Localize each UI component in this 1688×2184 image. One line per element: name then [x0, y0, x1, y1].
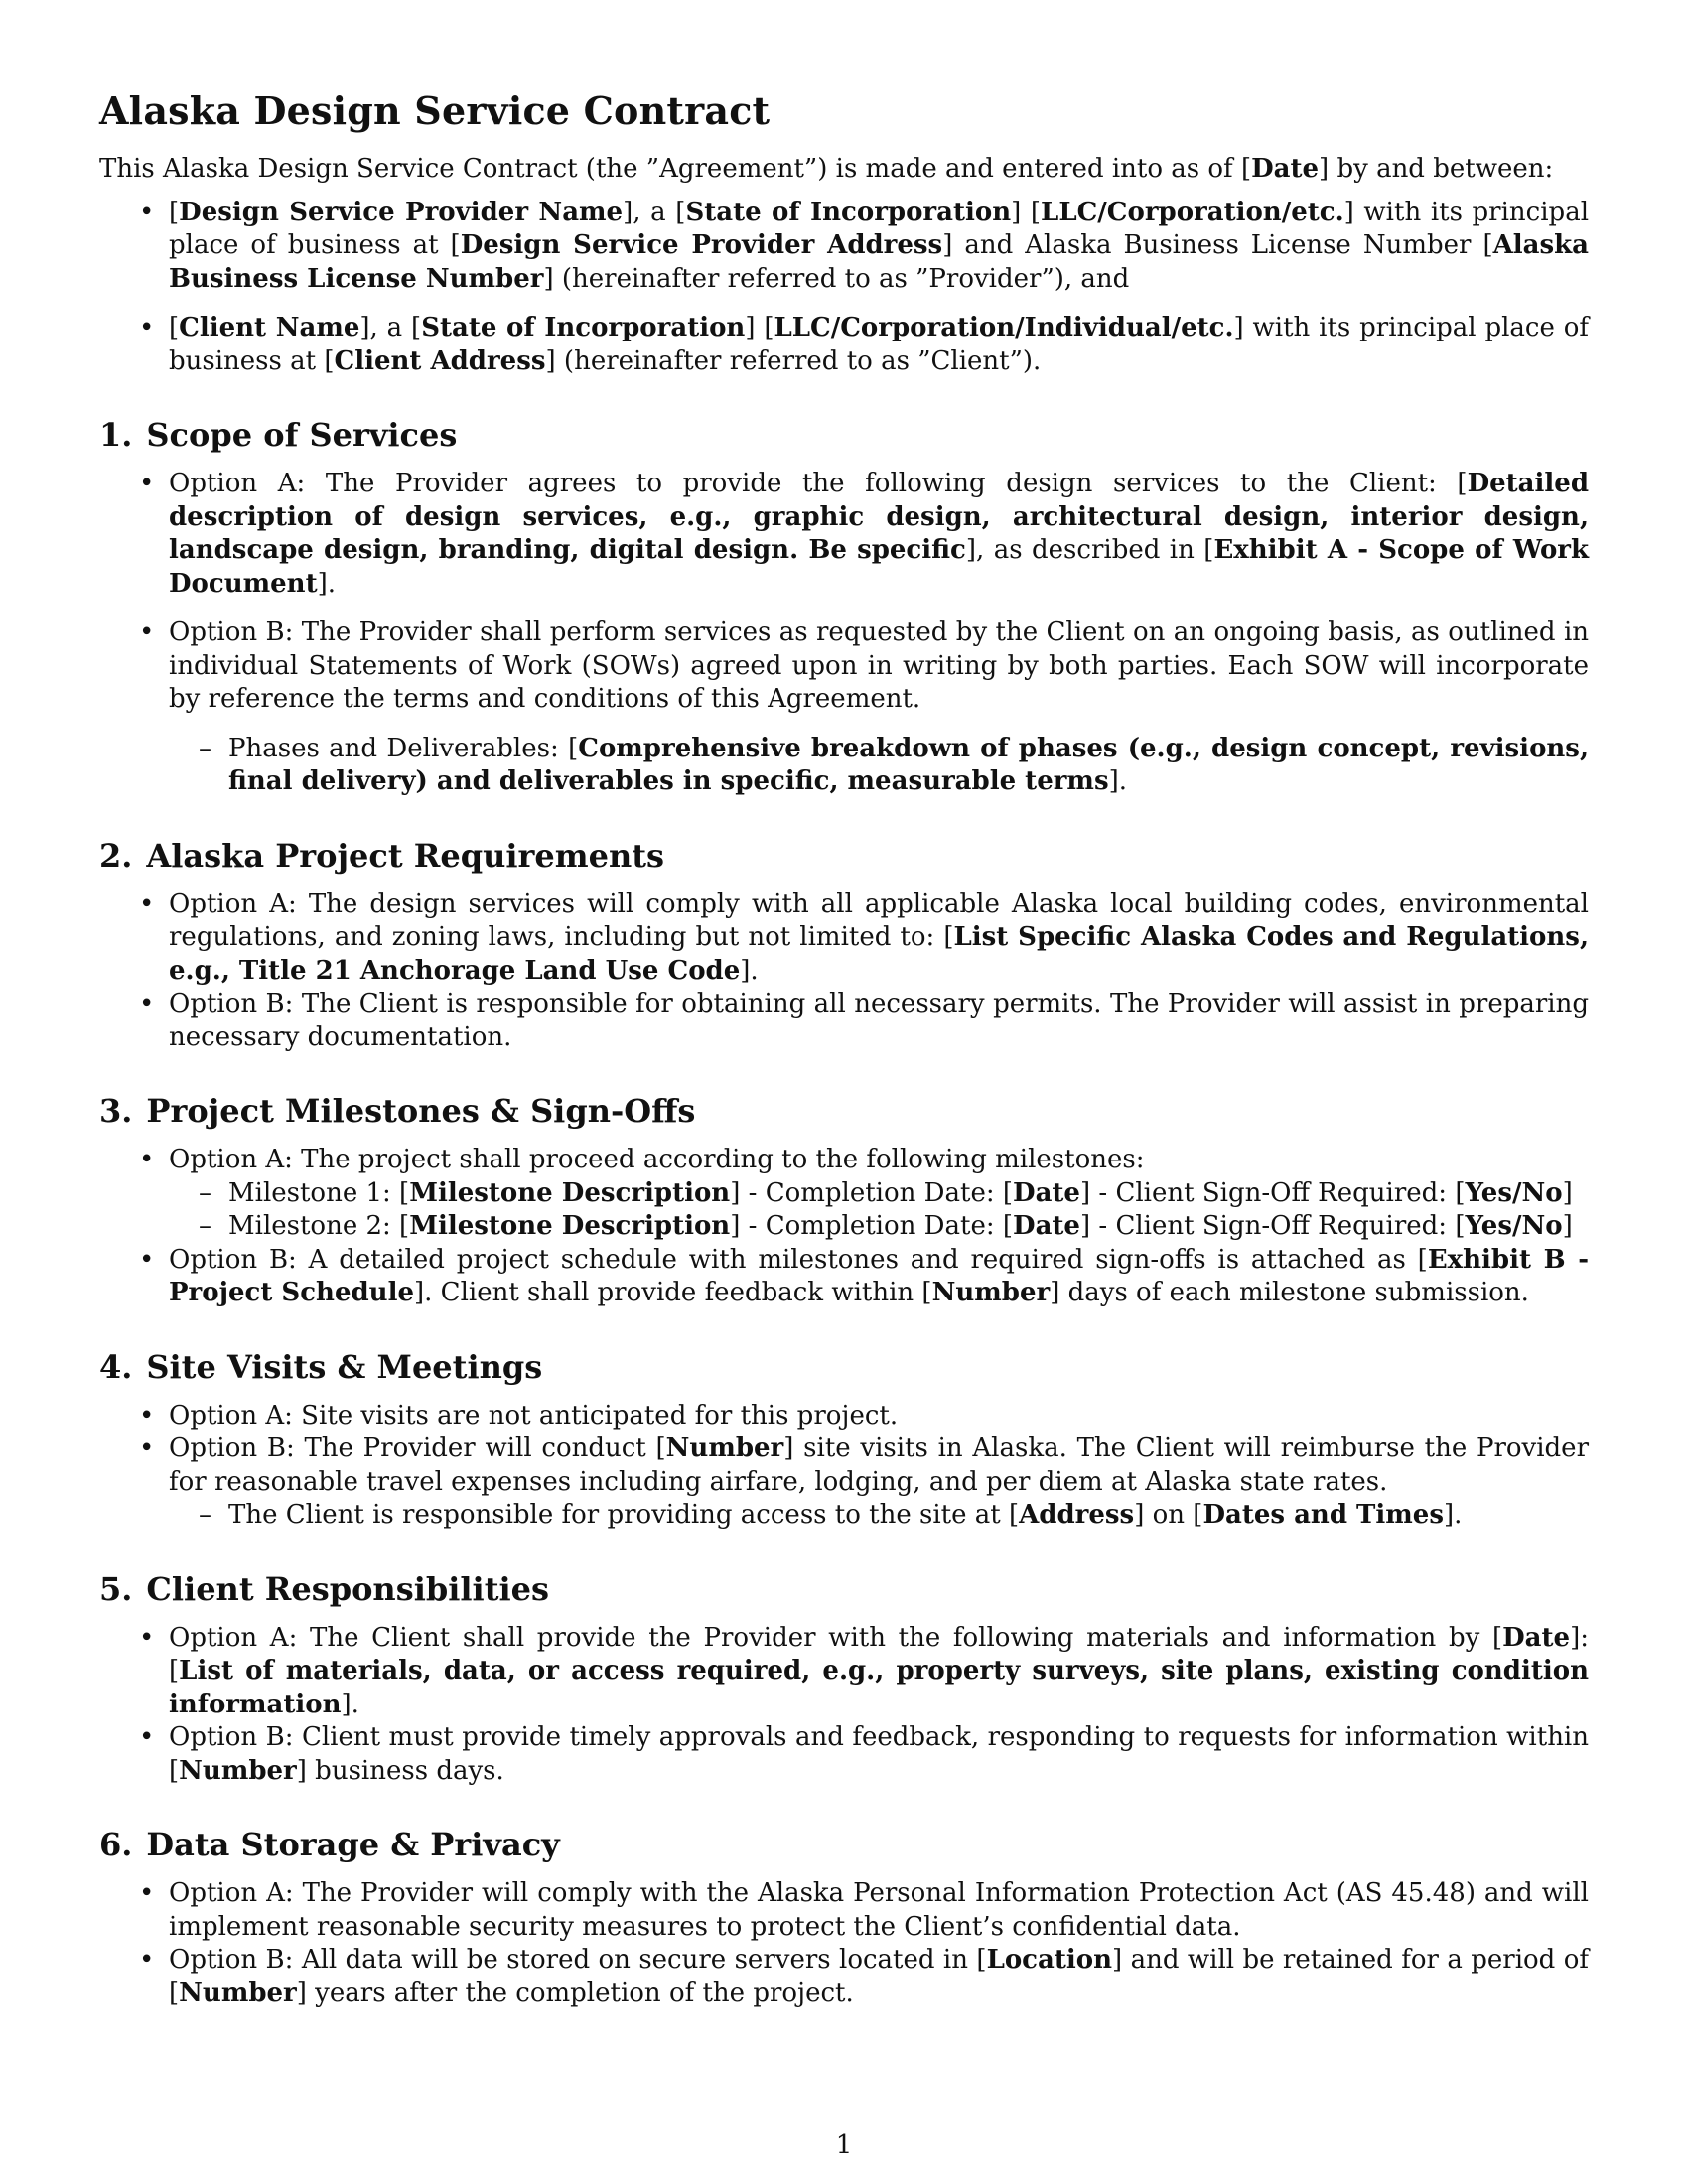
section-list-scope [99, 468, 1589, 799]
placeholder-dates-times: Dates and Times [1202, 1500, 1444, 1530]
client-resp-option-a: • Option A: The Client shall provide the Provider with the following materials and information by [Date]: [List of materials, data, or access required, e.g., property surveys, site plans, existing condition information]. [99, 1622, 1589, 1722]
requirements-option-b: • Option B: The Client is responsible for obtaining all necessary permits. The Provider will assist in preparing necessary documentation. [99, 988, 1589, 1054]
document-title: Alaska Design Service Contract [99, 88, 771, 133]
placeholder-retention-years: Number [179, 1978, 297, 2008]
milestones-option-a: • Option A: The project shall proceed according to the following milestones: – Milestone 1: [Milestone Description] - Completion Date: [Date] - Client Sign-Off Required: [Yes/No] – Milestone 2: [Milestone Description] - Completion Date: [Date] - Client Sign-Off Required: [Yes/No] [99, 1144, 1589, 1244]
section-list-data-privacy [99, 1877, 1589, 2010]
placeholder-feedback-days: Number [931, 1278, 1051, 1307]
site-visits-option-a: • Option A: Site visits are not anticipated for this project. [99, 1400, 1589, 1433]
placeholder-client-state: State of Incorporation [421, 313, 746, 342]
section-list-client-responsibilities [99, 1622, 1589, 1789]
placeholder-provider-state: State of Incorporation [685, 197, 1012, 227]
parties-list [99, 197, 1589, 379]
site-visits-sublist [169, 1499, 1589, 1533]
placeholder-client-address: Client Address [334, 345, 546, 376]
scope-option-b: • Option B: The Provider shall perform services as requested by the Client on an ongoing basis, as outlined in individual Statements of Work (SOWs) agreed upon in writing by both parties. Each SOW will incorporate by reference the terms and conditions of this Agreement. – Phases and Deliverables: [Comprehensive breakdown of phases (e.g., design concept, revisions, final delivery) and deliverables in specific, measurable terms]. [99, 616, 1589, 799]
requirements-option-a: • Option A: The design services will comply with all applicable Alaska local building codes, environmental regulations, and zoning laws, including but not limited to: [List Specific Alaska Codes and Regulations, e.g., Title 21 Anchorage Land Use Code]. [99, 888, 1589, 989]
placeholder-visit-count: Number [665, 1433, 784, 1463]
scope-sublist [169, 733, 1589, 799]
placeholder-milestone-description: Milestone Description [409, 1211, 731, 1241]
page-number: 1 [835, 2130, 853, 2160]
placeholder-materials-list: List of materials, data, or access required, e.g., property surveys, site plans, existing condition information [169, 1656, 1589, 1719]
party-client: • [Client Name], a [State of Incorporation] [LLC/Corporation/Individual/etc.] with its principal place of business at [Client Address] (hereinafter referred to as ”Client”). [99, 312, 1589, 378]
section-heading-data-privacy: 6. Data Storage & Privacy [99, 1826, 560, 1863]
privacy-option-a: • Option A: The Provider will comply with the Alaska Personal Information Protection Act (AS 45.48) and will implement reasonable security measures to protect the Client’s confidential data. [99, 1877, 1589, 1944]
scope-option-a: • Option A: The Provider agrees to provide the following design services to the Client: [Detailed description of design services, e.g., graphic design, architectural design, interior design, landscape design, branding, digital design. Be specific], as described in [Exhibit A - Scope of Work Document]. [99, 468, 1589, 601]
placeholder-materials-date: Date [1502, 1622, 1571, 1653]
placeholder-response-days: Number [179, 1755, 297, 1786]
placeholder-provider-name: Design Service Provider Name [179, 197, 624, 227]
section-heading-site-visits: 4. Site Visits & Meetings [99, 1347, 543, 1386]
section-heading-client-responsibilities: 5. Client Responsibilities [99, 1570, 550, 1608]
section-heading-scope: 1. Scope of Services [99, 416, 458, 454]
privacy-option-b: • Option B: All data will be stored on secure servers located in [Location] and will be retained for a period of [Number] years after the completion of the project. [99, 1944, 1589, 2010]
placeholder-client-name: Client Name [179, 313, 360, 342]
placeholder-exhibit-b: Exhibit B - Project Schedule [169, 1244, 1589, 1307]
placeholder-date: Date [1251, 154, 1320, 184]
party-provider: • [Design Service Provider Name], a [State of Incorporation] [LLC/Corporation/etc.] with its principal place of business at [Design Service Provider Address] and Alaska Business License Number [Alaska Business License Number] (hereinafter referred to as ”Provider”), and [99, 197, 1589, 297]
placeholder-milestone-date: Date [1013, 1211, 1080, 1241]
section-list-milestones [99, 1144, 1589, 1310]
milestone-item: – Milestone 1: [Milestone Description] - Completion Date: [Date] - Client Sign-Off Required: [Yes/No] [169, 1177, 1589, 1211]
placeholder-provider-address: Design Service Provider Address [460, 230, 943, 260]
placeholder-phases: Comprehensive breakdown of phases (e.g., design concept, revisions, final delivery) and deliverables in specific, measurable terms [228, 733, 1589, 796]
milestones-option-b: • Option B: A detailed project schedule with milestones and required sign-offs is attached as [Exhibit B - Project Schedule]. Client shall provide feedback within [Number] days of each milestone submission. [99, 1244, 1589, 1310]
placeholder-site-address: Address [1019, 1500, 1135, 1530]
placeholder-exhibit-a: Exhibit A - Scope of Work Document [169, 535, 1590, 599]
milestone-item: – Milestone 2: [Milestone Description] - Completion Date: [Date] - Client Sign-Off Required: [Yes/No] [169, 1210, 1589, 1244]
placeholder-milestone-yes-no: Yes/No [1465, 1211, 1563, 1241]
intro-paragraph: This Alaska Design Service Contract (the ”Agreement”) is made and entered into as of [Date] by and between: [99, 154, 1554, 184]
placeholder-milestone-yes-no: Yes/No [1465, 1177, 1563, 1208]
placeholder-milestone-date: Date [1013, 1177, 1080, 1208]
document-page [99, 87, 1589, 2010]
section-list-requirements [99, 888, 1589, 1055]
placeholder-milestone-description: Milestone Description [409, 1177, 731, 1208]
phases-deliverables: – Phases and Deliverables: [Comprehensive breakdown of phases (e.g., design concept, revisions, final delivery) and deliverables in specific, measurable terms]. [169, 733, 1589, 799]
placeholder-storage-location: Location [986, 1945, 1112, 1975]
milestones-sublist [169, 1177, 1589, 1244]
site-access-item: – The Client is responsible for providing access to the site at [Address] on [Dates and Times]. [169, 1499, 1589, 1533]
section-heading-requirements: 2. Alaska Project Requirements [99, 836, 665, 875]
placeholder-services-description: Detailed description of design services, e.g., graphic design, architectural design, interior design, landscape design, branding, digital design. Be specific [169, 469, 1589, 565]
placeholder-client-entity: LLC/Corporation/Individual/etc. [774, 313, 1234, 342]
section-list-site-visits [99, 1400, 1589, 1533]
section-heading-milestones: 3. Project Milestones & Sign-Offs [99, 1092, 696, 1130]
placeholder-provider-entity: LLC/Corporation/etc. [1041, 197, 1344, 227]
placeholder-alaska-codes: List Specific Alaska Codes and Regulations, e.g., Title 21 Anchorage Land Use Code [169, 922, 1589, 986]
placeholder-provider-license: Alaska Business License Number [169, 230, 1590, 294]
client-resp-option-b: • Option B: Client must provide timely approvals and feedback, responding to requests for information within [Number] business days. [99, 1721, 1589, 1788]
site-visits-option-b: • Option B: The Provider will conduct [Number] site visits in Alaska. The Client will reimburse the Provider for reasonable travel expenses including airfare, lodging, and per diem at Alaska state rates. – The Client is responsible for providing access to the site at [Address] on [Dates and Times]. [99, 1433, 1589, 1533]
